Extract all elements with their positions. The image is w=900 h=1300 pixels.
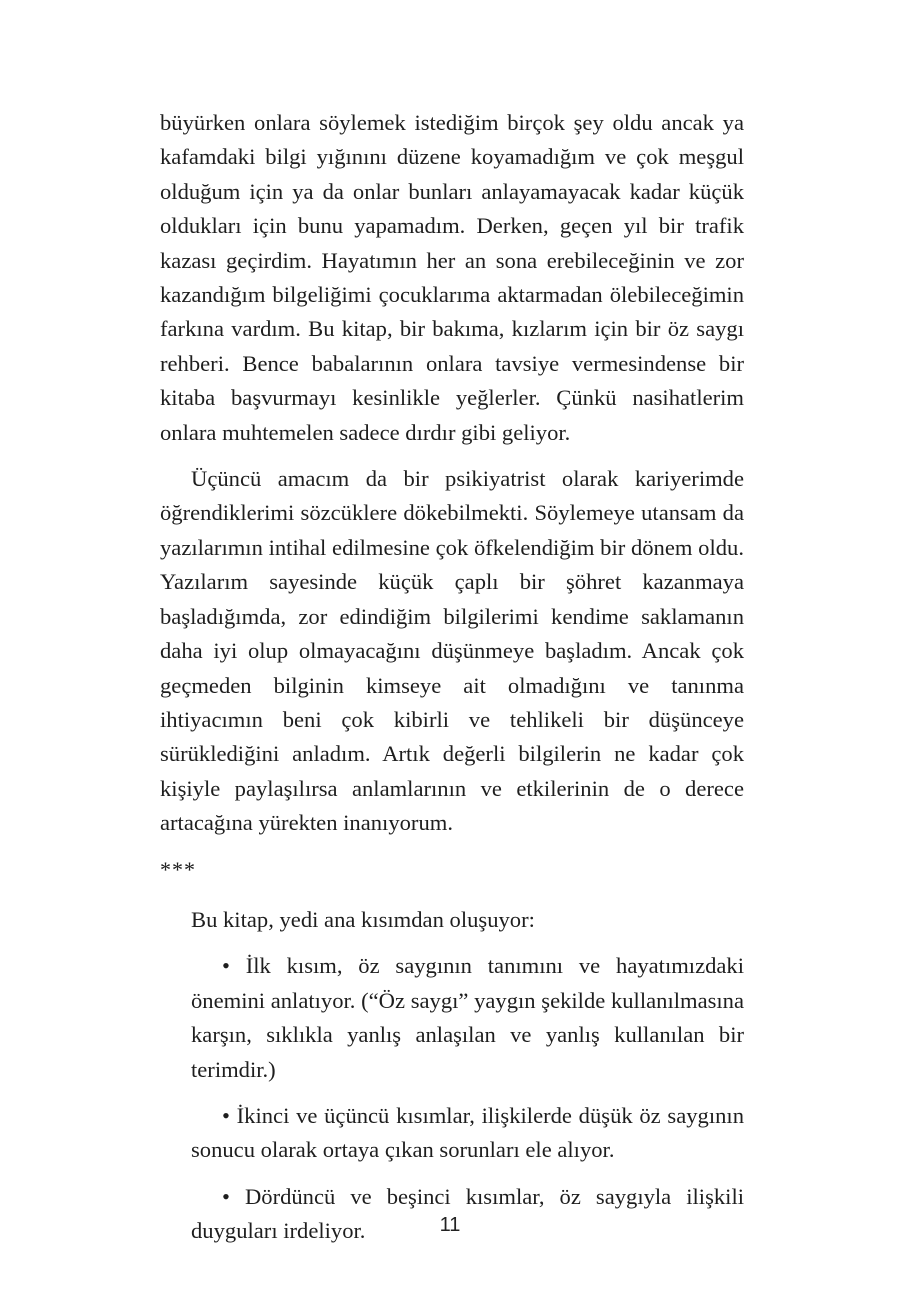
bullet-icon: • xyxy=(222,1102,237,1128)
bullet-icon: • xyxy=(222,953,246,979)
book-structure-intro: Bu kitap, yedi ana kısımdan oluşuyor: xyxy=(191,906,535,932)
list-item xyxy=(191,949,744,1087)
list-item-text: İlk kısım, öz saygının tanımını ve hayatımızdaki önemini anlatıyor. (“Öz saygı” yaygın şekilde kullanılmasına karşın, sıklıkla yanlış anlaşılan ve yanlış kullanılan bir terimdir.) xyxy=(191,953,744,1082)
page-body xyxy=(160,106,744,1261)
bullet-icon: • xyxy=(222,1183,245,1209)
paragraph-continuation: büyürken onlara söylemek istediğim birçok şey oldu ancak ya kafamdaki bilgi yığınını düzene koyamadığım ve çok meşgul olduğum için ya da onlar bunları anlayamayacak kadar küçük oldukları için bunu yapamadım. Derken, geçen yıl bir trafik kazası geçirdim. Hayatımın her an sona erebileceğinin ve zor kazandığım bilgeliğimi çocuklarıma aktarmadan ölebileceğimin farkına vardım. Bu kitap, bir bakıma, kızlarım için bir öz saygı rehberi. Bence babalarının onlara tavsiye vermesindense bir kitaba başvurmayı kesinlikle yeğlerler. Çünkü nasihatlerim onlara muhtemelen sadece dırdır gibi geliyor. xyxy=(160,110,744,445)
section-separator: *** xyxy=(160,856,196,882)
book-parts-list xyxy=(160,949,744,1248)
page-number: 11 xyxy=(439,1214,461,1236)
paragraph-third-purpose: Üçüncü amacım da bir psikiyatrist olarak kariyerimde öğrendiklerimi sözcüklere dökebilmekti. Söylemeye utansam da yazılarımın intihal edilmesine çok öfkelendiğim bir dönem oldu. Yazılarım sayesinde küçük çaplı bir şöhret kazanmaya başladığımda, zor edindiğim bilgilerimi kendime saklamanın daha iyi olup olmayacağını düşünmeye başladım. Ancak çok geçmeden bilginin kimseye ait olmadığını ve tanınma ihtiyacımın beni çok kibirli ve tehlikeli bir düşünceye sürüklediğini anladım. Artık değerli bilgilerin ne kadar çok kişiyle paylaşılırsa anlamlarının ve etkilerinin de o derece artacağına yürekten inanıyorum. xyxy=(160,466,744,836)
list-item-text: İkinci ve üçüncü kısımlar, ilişkilerde düşük öz saygının sonucu olarak ortaya çıkan sorunları ele alıyor. xyxy=(191,1102,744,1163)
list-item xyxy=(191,1099,744,1168)
list-item-text: Dördüncü ve beşinci kısımlar, öz saygıyla ilişkili duyguları irdeliyor. xyxy=(191,1183,744,1244)
